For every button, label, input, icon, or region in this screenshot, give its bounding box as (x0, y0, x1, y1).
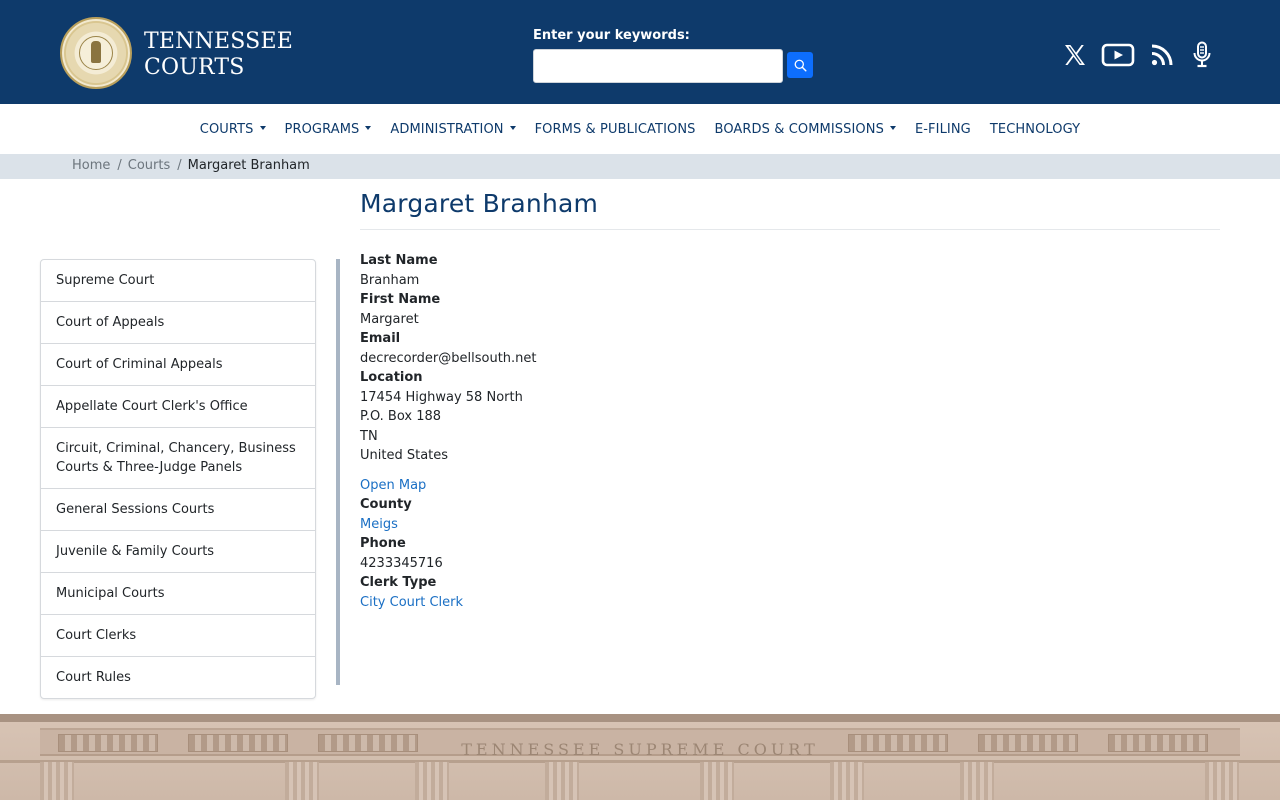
open-map-link[interactable]: Open Map (360, 477, 427, 493)
caret-down-icon (260, 126, 266, 130)
nav-item-courts[interactable] (190, 122, 275, 137)
nav-item-boards-commissions[interactable] (705, 122, 905, 137)
frieze-panel (188, 734, 288, 752)
search-label: Enter your keywords: (533, 28, 690, 43)
building-column (415, 762, 449, 800)
breadcrumb-current: Margaret Branham (187, 158, 310, 173)
breadcrumb-separator: / (117, 158, 122, 173)
sidebar-item-appellate-court-clerks-office[interactable]: Appellate Court Clerk's Office (41, 386, 315, 428)
sidebar-item-general-sessions-courts[interactable]: General Sessions Courts (41, 489, 315, 531)
main-navigation (0, 104, 1280, 154)
nav-item-administration[interactable] (381, 122, 525, 137)
phone-label: Phone (360, 536, 406, 551)
podcast-link[interactable] (1185, 38, 1219, 72)
address-country: United States (360, 448, 449, 463)
search-button[interactable] (787, 52, 813, 78)
frieze-panel (58, 734, 158, 752)
x-twitter-link[interactable] (1058, 38, 1092, 72)
nav-item-programs[interactable] (275, 122, 381, 137)
search-input[interactable] (533, 49, 783, 83)
nav-item-e-filing[interactable] (905, 122, 980, 137)
nav-item-label: TECHNOLOGY (989, 121, 1081, 137)
youtube-link[interactable] (1101, 38, 1135, 72)
caret-down-icon (365, 126, 371, 130)
sidebar-item-municipal-courts[interactable]: Municipal Courts (41, 573, 315, 615)
youtube-icon (1101, 43, 1135, 67)
building-column (960, 762, 994, 800)
breadcrumb (72, 158, 310, 173)
county-label: County (360, 497, 412, 512)
phone-value: 4233345716 (360, 555, 443, 571)
building-column (1205, 762, 1239, 800)
x-twitter-icon (1063, 43, 1087, 67)
breadcrumb-home[interactable]: Home (72, 158, 111, 173)
email-value: decrecorder@bellsouth.net (360, 350, 537, 366)
sidebar-item-trial-courts[interactable]: Circuit, Criminal, Chancery, Business Courts & Three-Judge Panels (41, 428, 315, 489)
building-cornice (0, 714, 1280, 722)
nav-item-label: BOARDS & COMMISSIONS (714, 121, 884, 137)
sidebar-item-supreme-court[interactable]: Supreme Court (41, 260, 315, 302)
nav-item-label: PROGRAMS (284, 121, 360, 137)
spacer (360, 466, 537, 476)
building-ledge (0, 760, 1280, 763)
site-header (0, 0, 1280, 104)
building-column (545, 762, 579, 800)
address-line-2: P.O. Box 188 (360, 409, 442, 424)
frieze-panel (978, 734, 1078, 752)
podcast-microphone-icon (1192, 41, 1212, 69)
brand-line-1: TENNESSEE (144, 29, 293, 54)
building-column (700, 762, 734, 800)
last-name-value: Branham (360, 272, 420, 288)
nav-list (0, 104, 1280, 154)
location-label: Location (360, 370, 423, 385)
supreme-court-building-image (0, 714, 1280, 800)
breadcrumb-courts[interactable]: Courts (127, 158, 171, 173)
nav-item-technology[interactable] (980, 122, 1089, 137)
caret-down-icon (510, 126, 516, 130)
judiciary-seal-logo[interactable] (60, 17, 132, 89)
first-name-value: Margaret (360, 311, 419, 327)
last-name-label: Last Name (360, 253, 438, 268)
clerk-type-label: Clerk Type (360, 575, 437, 590)
search-icon (794, 59, 807, 72)
caret-down-icon (890, 126, 896, 130)
rss-icon (1150, 43, 1174, 67)
brand-line-2: COURTS (144, 55, 245, 80)
address-state: TN (360, 428, 378, 444)
seal-figure (91, 41, 101, 63)
breadcrumb-separator: / (177, 158, 182, 173)
building-column (830, 762, 864, 800)
sidebar-item-court-rules[interactable]: Court Rules (56, 670, 131, 685)
frieze-panel (1108, 734, 1208, 752)
building-column (40, 762, 74, 800)
sidebar-item-court-clerks[interactable]: Court Clerks (41, 615, 315, 657)
site-brand[interactable] (144, 29, 293, 81)
clerk-type-link[interactable]: City Court Clerk (360, 594, 464, 610)
nav-item-forms-publications[interactable] (525, 122, 705, 137)
sidebar-item-court-of-appeals[interactable]: Court of Appeals (41, 302, 315, 344)
building-inscription: TENNESSEE SUPREME COURT (461, 740, 819, 759)
county-link[interactable]: Meigs (360, 516, 398, 532)
frieze-panel (848, 734, 948, 752)
nav-item-label: COURTS (199, 121, 254, 137)
first-name-label: First Name (360, 292, 441, 307)
building-column (285, 762, 319, 800)
nav-item-label: E-FILING (914, 121, 971, 137)
title-divider (360, 229, 1220, 230)
frieze-panel (318, 734, 418, 752)
nav-item-label: ADMINISTRATION (390, 121, 504, 137)
sidebar-item-court-of-criminal-appeals[interactable]: Court of Criminal Appeals (41, 344, 315, 386)
content-divider (336, 259, 340, 685)
page-title: Margaret Branham (360, 189, 599, 218)
clerk-details (360, 251, 537, 612)
breadcrumb-bar (0, 154, 1280, 179)
nav-item-label: FORMS & PUBLICATIONS (534, 121, 696, 137)
sidebar-menu (40, 259, 316, 699)
address-line-1: 17454 Highway 58 North (360, 389, 523, 405)
email-label: Email (360, 331, 401, 346)
rss-link[interactable] (1145, 38, 1179, 72)
sidebar-item-juvenile-family-courts[interactable]: Juvenile & Family Courts (41, 531, 315, 573)
